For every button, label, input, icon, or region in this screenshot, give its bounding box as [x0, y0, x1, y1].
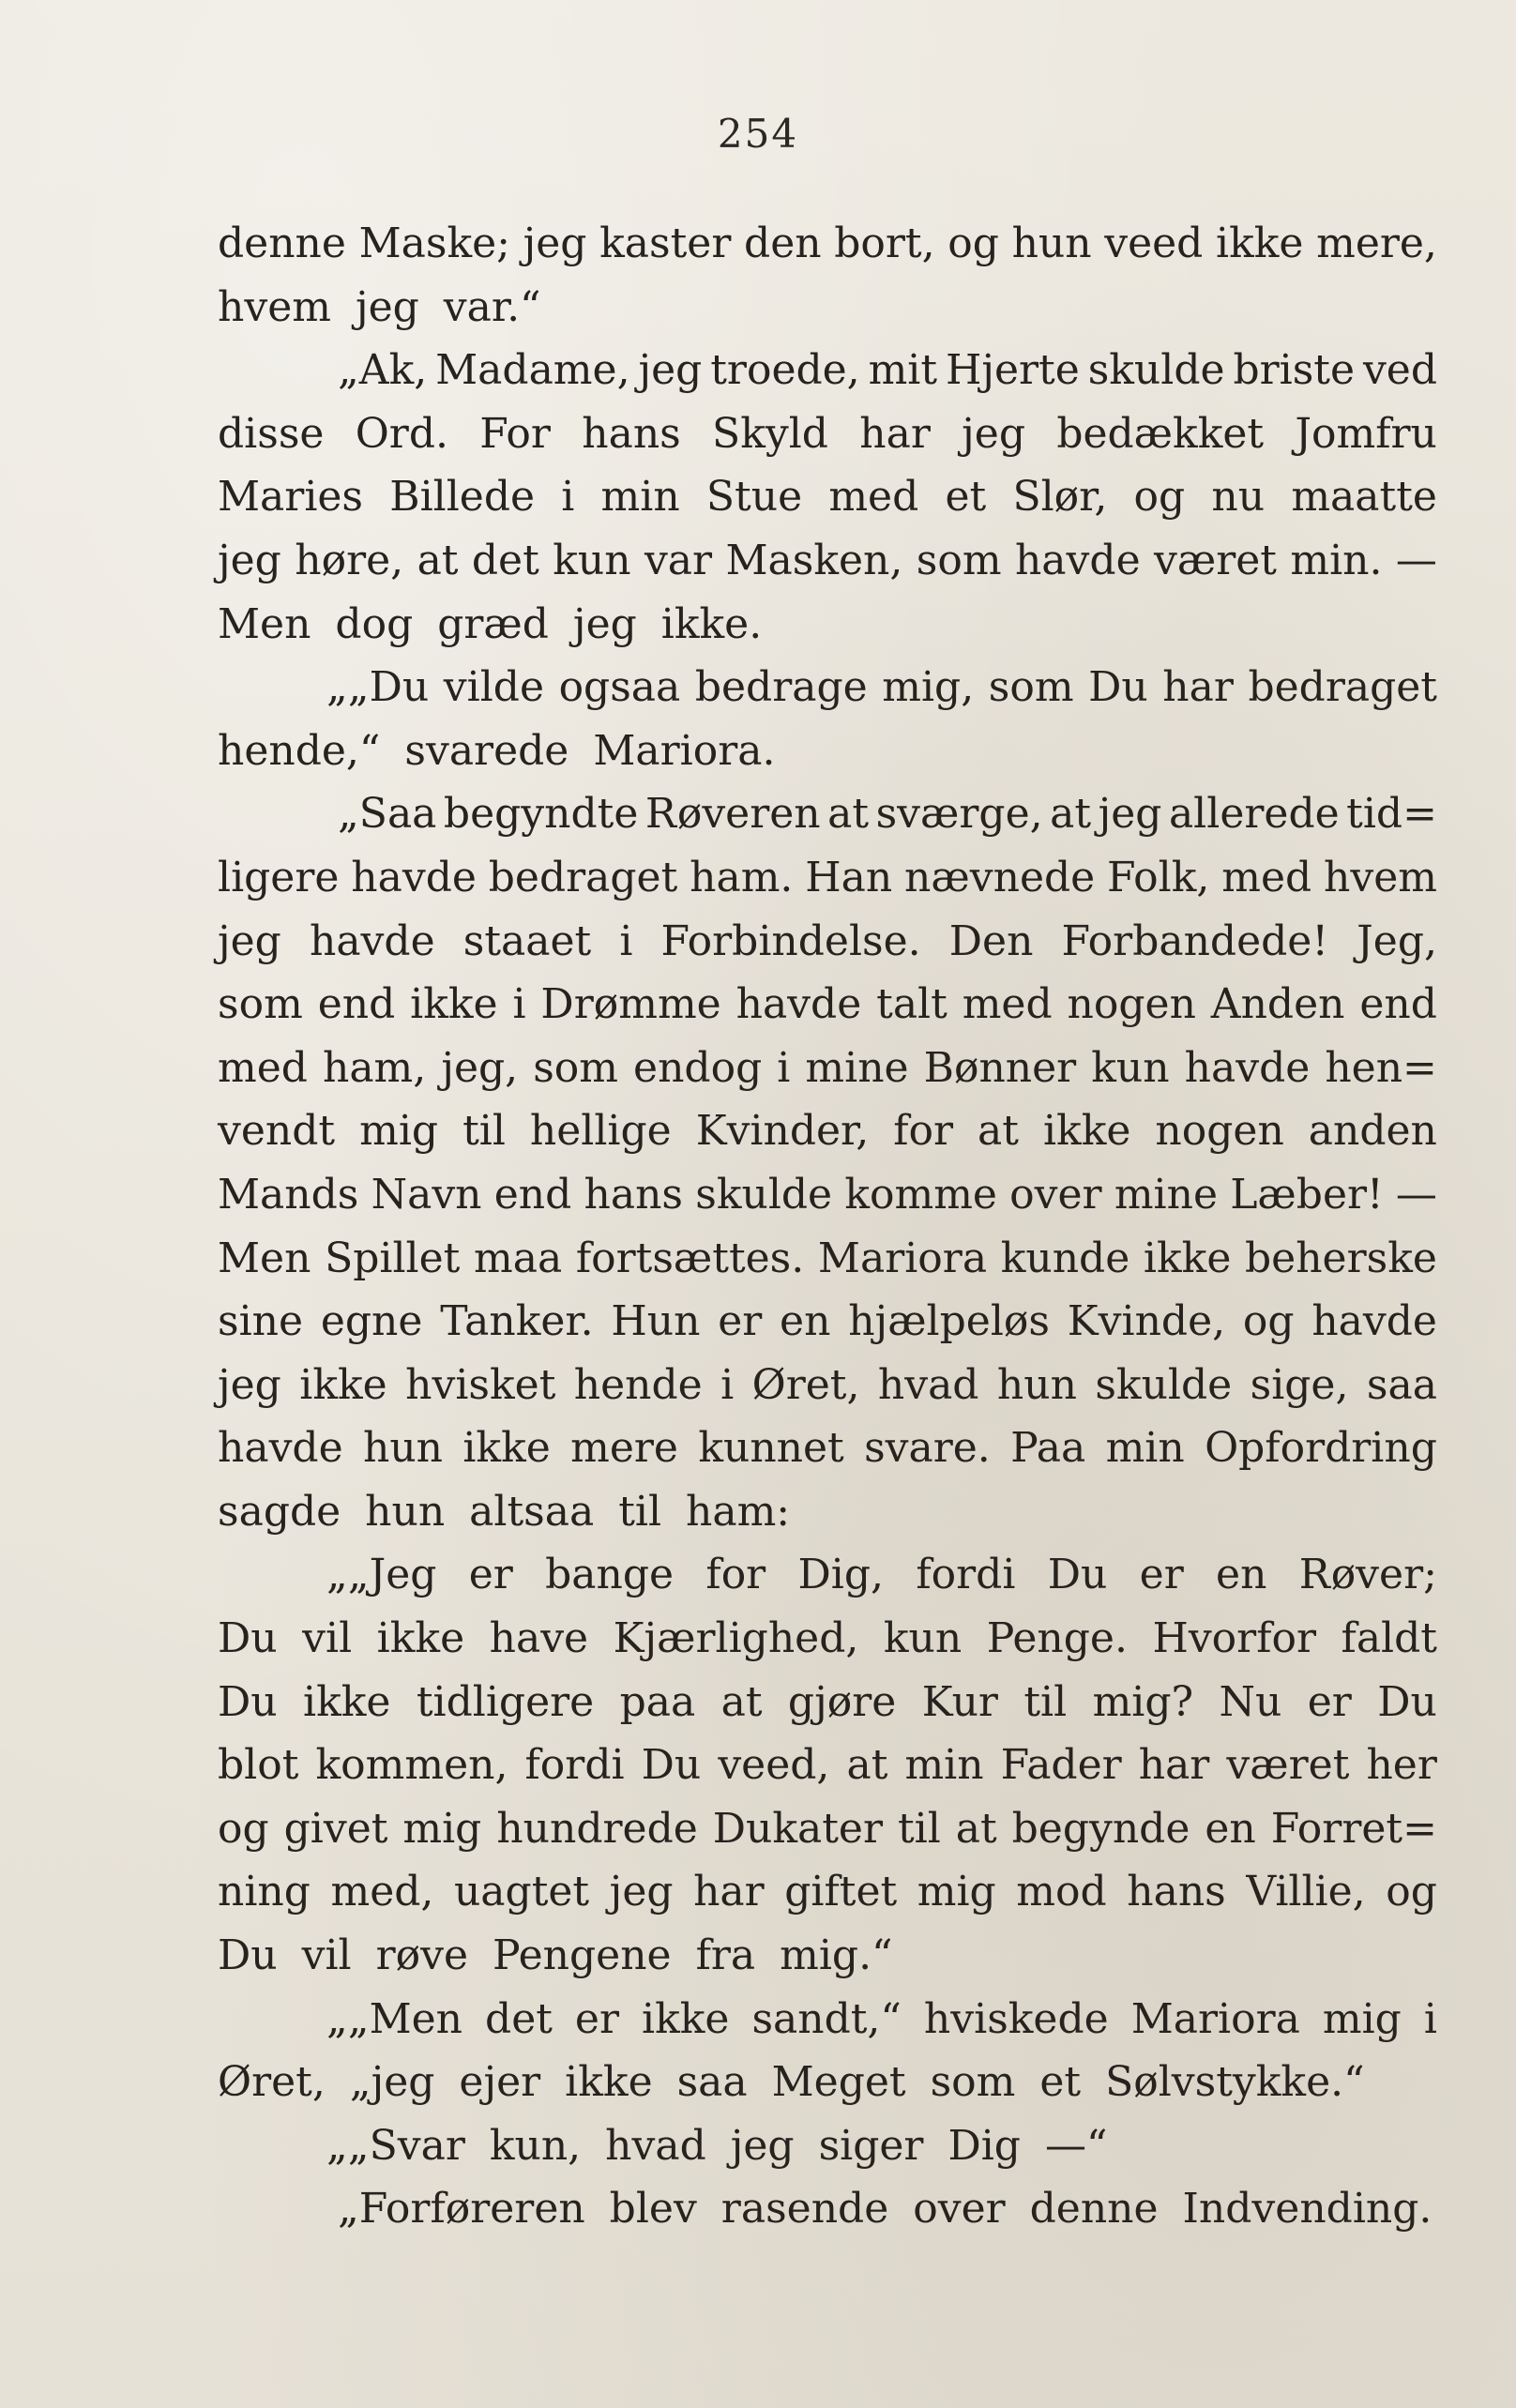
- word: Villie,: [1246, 1868, 1366, 1916]
- word: fortsættes.: [575, 1234, 805, 1282]
- word: end: [493, 1170, 572, 1219]
- text-line: [218, 1416, 1437, 1480]
- word: Mariora: [817, 1234, 988, 1282]
- word: Ord.: [355, 409, 448, 458]
- word: jeg: [523, 220, 587, 267]
- word: været: [1226, 1741, 1350, 1790]
- word: ligere: [218, 853, 340, 901]
- word: veed,: [718, 1741, 830, 1790]
- word: til: [462, 1107, 506, 1156]
- text-line: [218, 1099, 1437, 1163]
- text-line: [218, 656, 1437, 719]
- word: kunde: [1000, 1234, 1130, 1282]
- word: jeg: [218, 916, 281, 965]
- word: begynde: [1011, 1804, 1190, 1853]
- word: hans: [582, 409, 681, 458]
- word: var: [644, 536, 713, 584]
- word: med: [1221, 853, 1312, 901]
- word: Navn: [371, 1170, 482, 1219]
- word: det: [485, 1994, 553, 2043]
- word: „„Du: [326, 663, 430, 712]
- text-line: [218, 1797, 1437, 1861]
- word: endog: [633, 1043, 763, 1092]
- word: Folk,: [1107, 853, 1210, 901]
- text-line: Du vil røve Pengene fra mig.“: [218, 1931, 893, 1980]
- word: har: [1162, 663, 1234, 712]
- word: ikke: [410, 980, 498, 1029]
- word: beherske: [1245, 1234, 1437, 1282]
- word: jeg: [1098, 790, 1162, 839]
- word: hvisket: [405, 1360, 556, 1409]
- word: hende: [573, 1360, 703, 1409]
- text-line: [218, 1607, 1437, 1671]
- word: vendt: [218, 1107, 336, 1156]
- word: min.: [1290, 536, 1383, 584]
- word: min: [904, 1741, 984, 1790]
- word: anden: [1308, 1107, 1437, 1156]
- word: giftet: [784, 1868, 898, 1916]
- word: med: [962, 980, 1053, 1029]
- word: hvem: [1324, 853, 1437, 901]
- word: for: [893, 1107, 954, 1156]
- word: over: [1009, 1170, 1102, 1219]
- word: —: [1395, 1170, 1437, 1219]
- word: som: [988, 663, 1074, 712]
- word: uagtet: [453, 1868, 590, 1916]
- page-body-text: [218, 212, 1437, 2241]
- word: bedraget: [488, 853, 678, 901]
- word: mig?: [1092, 1677, 1194, 1726]
- word: i: [720, 1360, 735, 1409]
- word: ikke: [303, 1677, 391, 1726]
- word: faldt: [1341, 1614, 1437, 1663]
- text-line: [218, 1163, 1437, 1227]
- word: Skyld: [712, 409, 828, 458]
- word: Madame,: [435, 346, 630, 395]
- word: troede,: [710, 346, 860, 395]
- word: er: [718, 1297, 763, 1346]
- word: er: [468, 1551, 513, 1599]
- word: her: [1366, 1741, 1437, 1790]
- text-line: [218, 1988, 1437, 2052]
- word: og: [218, 1804, 269, 1853]
- word: jeg: [638, 346, 703, 395]
- word: ikke: [1216, 220, 1304, 267]
- word: jeg,: [441, 1043, 519, 1092]
- word: hen=: [1325, 1043, 1437, 1092]
- word: svare.: [864, 1424, 991, 1473]
- word: Men: [218, 1234, 311, 1282]
- text-line: [218, 339, 1437, 402]
- page-number: 254: [717, 111, 799, 157]
- word: at: [846, 1741, 888, 1790]
- word: nogen: [1155, 1107, 1284, 1156]
- word: sine: [218, 1297, 304, 1346]
- word: er: [574, 1994, 619, 2043]
- word: Forbandede!: [1061, 916, 1329, 965]
- word: har: [1138, 1741, 1210, 1790]
- word: hundrede: [496, 1804, 698, 1853]
- word: Du: [218, 1677, 278, 1726]
- word: at: [720, 1677, 763, 1726]
- text-line: sagde hun altsaa til ham:: [218, 1487, 791, 1536]
- word: at: [1050, 790, 1092, 839]
- word: ikke: [376, 1614, 465, 1663]
- text-line: „„Svar kun, hvad jeg siger Dig —“: [326, 2121, 1108, 2170]
- word: Penge.: [986, 1614, 1128, 1663]
- word: jeg: [218, 1360, 281, 1409]
- text-line: [218, 1354, 1437, 1417]
- word: i: [561, 473, 575, 522]
- word: end: [317, 980, 396, 1029]
- word: mit: [868, 346, 938, 395]
- word: end: [1359, 980, 1437, 1029]
- word: det: [471, 536, 539, 584]
- word: Du: [218, 1614, 278, 1663]
- word: Du: [1377, 1677, 1437, 1726]
- text-line: Men dog græd jeg ikke.: [218, 599, 763, 648]
- word: ikke: [642, 1994, 730, 2043]
- word: Forbindelse.: [660, 916, 921, 965]
- text-line: [218, 1290, 1437, 1354]
- word: Mariora: [1130, 1994, 1300, 2043]
- word: Hvorfor: [1152, 1614, 1317, 1663]
- word: Du: [641, 1741, 702, 1790]
- word: Han: [805, 853, 893, 901]
- word: Stue: [705, 473, 803, 522]
- word: en: [1216, 1551, 1267, 1599]
- word: bedrage: [694, 663, 868, 712]
- word: Den: [948, 916, 1034, 965]
- word: skulde: [695, 1170, 833, 1219]
- word: jeg: [962, 409, 1026, 458]
- word: Forret=: [1270, 1804, 1437, 1853]
- word: hellige: [529, 1107, 672, 1156]
- word: hun: [362, 1424, 443, 1473]
- word: veed: [1104, 220, 1204, 267]
- text-line: [218, 529, 1437, 593]
- word: Du: [1088, 663, 1148, 712]
- word: hun: [1011, 220, 1092, 267]
- word: Anden: [1210, 980, 1345, 1029]
- word: Masken,: [725, 536, 903, 584]
- word: Øret,: [751, 1360, 860, 1409]
- word: kommen,: [315, 1741, 508, 1790]
- word: havde: [1184, 1043, 1311, 1092]
- word: kunnet: [698, 1424, 844, 1473]
- word: med: [218, 1043, 308, 1092]
- word: Billede: [389, 473, 536, 522]
- word: den: [744, 220, 822, 267]
- word: og: [1386, 1868, 1437, 1916]
- word: for: [705, 1551, 766, 1599]
- word: min: [1105, 1424, 1185, 1473]
- word: givet: [283, 1804, 388, 1853]
- word: at: [955, 1804, 997, 1853]
- word: Du: [1047, 1551, 1108, 1599]
- word: allerede: [1168, 790, 1340, 839]
- word: talt: [876, 980, 948, 1029]
- word: ved: [1362, 346, 1437, 395]
- word: som: [218, 980, 303, 1029]
- word: have: [489, 1614, 589, 1663]
- word: skulde: [1095, 1360, 1233, 1409]
- word: briste: [1233, 346, 1356, 395]
- word: Jomfru: [1295, 409, 1437, 458]
- word: ikke: [299, 1360, 387, 1409]
- word: Hun: [611, 1297, 701, 1346]
- word: fordi: [524, 1741, 625, 1790]
- word: paa: [619, 1677, 696, 1726]
- word: at: [417, 536, 459, 584]
- word: mig: [1322, 1994, 1402, 2043]
- word: Paa: [1010, 1424, 1086, 1473]
- word: „Saa: [338, 790, 437, 839]
- word: maatte: [1291, 473, 1437, 522]
- word: Kur: [921, 1677, 998, 1726]
- word: hans: [584, 1170, 684, 1219]
- word: sværge,: [875, 790, 1043, 839]
- word: en: [1205, 1804, 1256, 1853]
- word: Slør,: [1012, 473, 1108, 522]
- word: bange: [545, 1551, 675, 1599]
- word: Jeg,: [1357, 916, 1437, 965]
- word: som: [533, 1043, 618, 1092]
- word: ham,: [322, 1043, 427, 1092]
- word: disse: [218, 409, 325, 458]
- word: mine: [805, 1043, 909, 1092]
- word: havde: [351, 853, 477, 901]
- word: at: [827, 790, 870, 839]
- word: Maries: [218, 473, 364, 522]
- word: egne: [320, 1297, 423, 1346]
- word: havde: [218, 1424, 343, 1473]
- word: hans: [1127, 1868, 1226, 1916]
- word: ikke: [462, 1424, 551, 1473]
- word: til: [1023, 1677, 1068, 1726]
- word: ogsaa: [558, 663, 681, 712]
- word: saa: [1366, 1360, 1437, 1409]
- word: hviskede: [923, 1994, 1109, 2043]
- word: Nu: [1219, 1677, 1282, 1726]
- word: med,: [330, 1868, 434, 1916]
- word: mig,: [882, 663, 975, 712]
- text-line: [218, 1860, 1437, 1924]
- word: Tanker.: [440, 1297, 594, 1346]
- word: fordi: [916, 1551, 1016, 1599]
- word: til: [897, 1804, 941, 1853]
- word: Fader: [1000, 1741, 1122, 1790]
- text-line: Øret, „jeg ejer ikke saa Meget som et Sølvstykke.“: [218, 2058, 1365, 2107]
- word: havde: [1311, 1297, 1437, 1346]
- text-line: [218, 402, 1437, 466]
- word: er: [1139, 1551, 1184, 1599]
- word: ikke: [1042, 1107, 1131, 1156]
- word: havde: [735, 980, 862, 1029]
- word: vil: [302, 1614, 353, 1663]
- word: Hjerte: [945, 346, 1080, 395]
- word: min: [600, 473, 680, 522]
- word: ikke: [1143, 1234, 1232, 1282]
- word: ham.: [690, 853, 794, 901]
- text-line: [218, 1543, 1437, 1607]
- word: nævnede: [904, 853, 1096, 901]
- word: Spillet: [325, 1234, 461, 1282]
- word: kun: [553, 536, 631, 584]
- word: hun: [996, 1360, 1077, 1409]
- word: „Ak,: [338, 346, 428, 395]
- word: Røveren: [644, 790, 821, 839]
- word: blot: [218, 1741, 299, 1790]
- word: kun: [1091, 1043, 1170, 1092]
- text-line: [218, 212, 1437, 276]
- word: kaster: [599, 220, 732, 267]
- word: er: [1307, 1677, 1352, 1726]
- word: Bønner: [923, 1043, 1077, 1092]
- word: Kvinder,: [695, 1107, 870, 1156]
- text-line: [218, 1734, 1437, 1797]
- word: har: [859, 409, 931, 458]
- text-line: [218, 782, 1437, 846]
- word: bort,: [834, 220, 935, 267]
- text-line: [218, 465, 1437, 529]
- word: For: [479, 409, 551, 458]
- word: mig: [917, 1868, 996, 1916]
- word: og: [948, 220, 999, 267]
- word: et: [945, 473, 987, 522]
- word: tidligere: [416, 1677, 595, 1726]
- word: i: [777, 1043, 791, 1092]
- word: sige,: [1250, 1360, 1349, 1409]
- word: at: [978, 1107, 1019, 1156]
- word: —: [1395, 536, 1437, 584]
- word: Læber!: [1230, 1170, 1384, 1219]
- word: jeg: [218, 536, 281, 584]
- word: en: [780, 1297, 831, 1346]
- word: nu: [1211, 473, 1266, 522]
- word: komme: [844, 1170, 997, 1219]
- word: Dukater: [712, 1804, 883, 1853]
- word: „„Men: [326, 1994, 463, 2043]
- word: Kvinde,: [1067, 1297, 1226, 1346]
- word: hjælpeløs: [848, 1297, 1050, 1346]
- word: jeg: [609, 1868, 674, 1916]
- word: tid=: [1346, 790, 1437, 839]
- word: Drømme: [540, 980, 721, 1029]
- text-line: [218, 1227, 1437, 1291]
- word: gjøre: [787, 1677, 897, 1726]
- word: staaet: [462, 916, 592, 965]
- word: mod: [1016, 1868, 1107, 1916]
- word: mig: [359, 1107, 439, 1156]
- word: i: [1423, 1994, 1437, 2043]
- word: har: [693, 1868, 765, 1916]
- word: havde: [1014, 536, 1141, 584]
- word: i: [512, 980, 526, 1029]
- text-line: [218, 1671, 1437, 1734]
- word: i: [619, 916, 633, 965]
- word: med: [828, 473, 919, 522]
- word: som: [916, 536, 1002, 584]
- text-line: [218, 1037, 1437, 1100]
- word: „„Jeg: [326, 1551, 437, 1599]
- word: bedraget: [1248, 663, 1437, 712]
- word: og: [1133, 473, 1186, 522]
- word: og: [1242, 1297, 1295, 1346]
- word: kun: [883, 1614, 963, 1663]
- word: høre,: [295, 536, 404, 584]
- word: Opfordring: [1205, 1424, 1437, 1473]
- word: været: [1154, 536, 1277, 584]
- word: Røver;: [1298, 1551, 1437, 1599]
- word: mere: [570, 1424, 678, 1473]
- word: Mands: [218, 1170, 359, 1219]
- word: Maske;: [358, 220, 510, 267]
- text-line: [218, 846, 1437, 910]
- word: vilde: [443, 663, 544, 712]
- text-line: hvem jeg var.“: [218, 282, 541, 331]
- word: havde: [309, 916, 435, 965]
- word: hvad: [877, 1360, 979, 1409]
- word: mine: [1114, 1170, 1218, 1219]
- word: ning: [218, 1868, 311, 1916]
- word: denne: [218, 220, 346, 267]
- word: bedækket: [1056, 409, 1265, 458]
- word: maa: [474, 1234, 563, 1282]
- text-line: hende,“ svarede Mariora.: [218, 726, 776, 775]
- text-line: [218, 973, 1437, 1037]
- text-line: [218, 910, 1437, 974]
- word: begyndte: [443, 790, 639, 839]
- word: skulde: [1087, 346, 1225, 395]
- word: Dig,: [797, 1551, 885, 1599]
- word: nogen: [1067, 980, 1196, 1029]
- word: mere,: [1316, 220, 1437, 267]
- word: sandt,“: [751, 1994, 902, 2043]
- word: mig: [402, 1804, 482, 1853]
- text-line: „Forføreren blev rasende over denne Indvending.: [338, 2185, 1433, 2234]
- word: Kjærlighed,: [613, 1614, 859, 1663]
